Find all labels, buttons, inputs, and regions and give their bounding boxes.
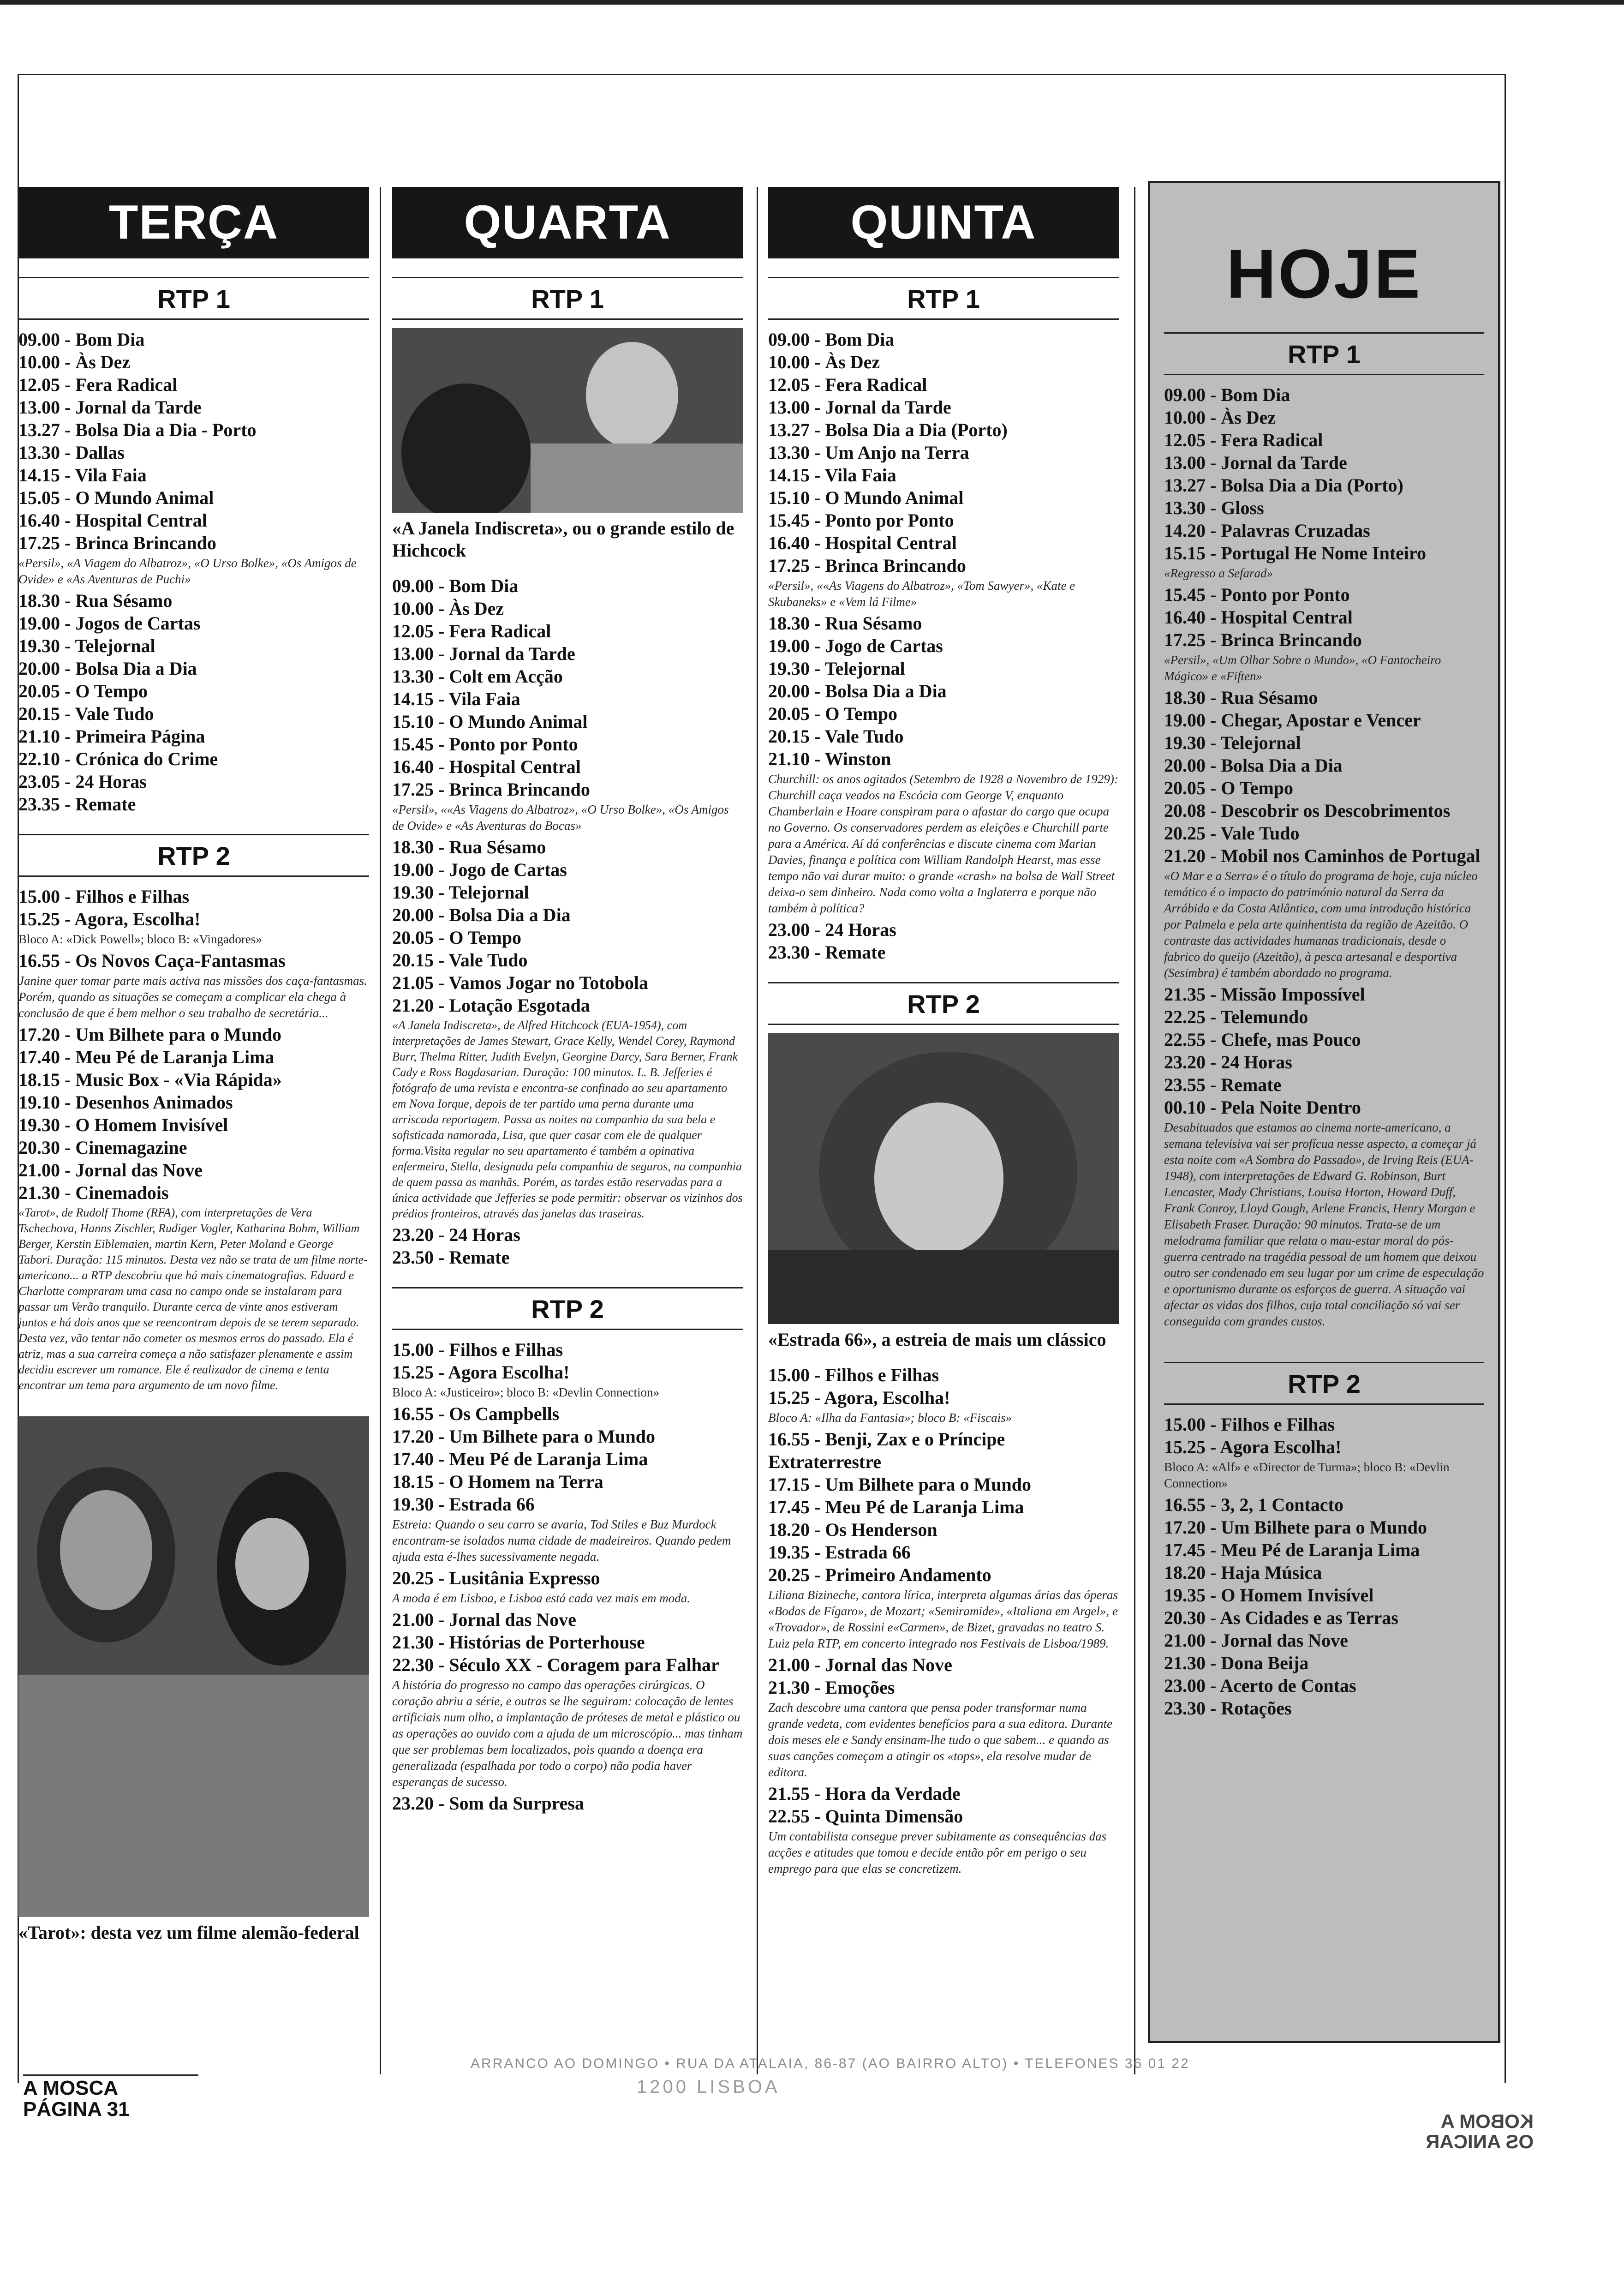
column-terca [18,187,369,1957]
program-entry: 23.00 - 24 Horas [768,919,896,940]
program-entry: 19.00 - Jogo de Cartas [392,859,567,880]
program-entry: 20.00 - Bolsa Dia a Dia [1164,755,1343,776]
program-entry: 19.35 - Estrada 66 [768,1542,911,1563]
channel-header-rtp1: RTP 1 [392,277,743,320]
program-entry: 17.40 - Meu Pé de Laranja Lima [392,1449,648,1469]
program-entry: 13.30 - Gloss [1164,497,1264,518]
program-entry: 17.15 - Um Bilhete para o Mundo [768,1474,1031,1495]
program-entry: 15.00 - Filhos e Filhas [1164,1414,1335,1435]
program-list [18,589,369,815]
program-entry: 13.00 - Jornal da Tarde [18,397,202,418]
program-entry: 18.20 - Haja Música [1164,1562,1322,1583]
program-entry: 16.40 - Hospital Central [1164,607,1353,628]
program-entry: 15.00 - Filhos e Filhas [392,1339,563,1360]
photo-caption: «Estrada 66», a estreia de mais um clássico [768,1329,1106,1350]
column-hoje [1148,181,1500,2043]
program-entry: 21.00 - Jornal das Nove [768,1654,952,1675]
imprint-line: ARRANCO AO DOMINGO • RUA DA ATALAIA, 86-87 (AO BAIRRO ALTO) • TELEFONES 36 01 22 [471,2056,1190,2071]
column-quinta [768,187,1119,1879]
program-list [392,575,743,801]
program-entry: 22.55 - Chefe, mas Pouco [1164,1029,1361,1050]
program-entry: 20.15 - Vale Tudo [18,703,154,724]
program-entry: 23.20 - 24 Horas [1164,1052,1292,1073]
program-entry: 13.30 - Colt em Acção [392,666,563,687]
program-entry: 20.30 - Cinemagazine [18,1137,187,1158]
program-entry: 19.30 - Telejornal [18,635,155,656]
program-entry: 23.30 - Rotações [1164,1698,1292,1719]
column-quarta [392,187,743,1815]
imprint-city: 1200 LISBOA [637,2077,780,2097]
program-note: A moda é em Lisboa, e Lisboa está cada vez mais em moda. [392,1591,690,1605]
program-note: «Regresso a Sefarad» [1164,566,1273,580]
program-list [768,1428,1119,1586]
program-entry: 21.05 - Vamos Jogar no Totobola [392,972,648,993]
program-entry: 10.00 - Às Dez [768,352,880,372]
program-entry: 18.30 - Rua Sésamo [1164,687,1318,708]
day-header: QUINTA [768,187,1119,258]
program-entry: 23.20 - Som da Surpresa [392,1793,584,1814]
program-note: «Persil», ««As Viagens do Albatroz», «O Urso Bolke», «Os Amigos de Ovide» e «As Aventuras do Bocas» [392,803,729,833]
program-list [392,1223,743,1269]
channel-header-rtp1: RTP 1 [1164,332,1484,375]
paper-name: A MOSCA [23,2074,198,2099]
program-entry: 21.00 - Jornal das Nove [392,1609,576,1630]
program-entry: 14.15 - Vila Faia [768,465,896,485]
program-entry: 20.15 - Vale Tudo [768,726,904,747]
program-entry: 15.00 - Filhos e Filhas [18,886,190,907]
program-entry: 14.20 - Palavras Cruzadas [1164,520,1370,541]
program-entry: 19.30 - Estrada 66 [392,1494,535,1515]
program-entry: 18.15 - O Homem na Terra [392,1471,603,1492]
program-entry: 17.25 - Brinca Brincando [18,533,216,553]
program-entry: 21.20 - Mobil nos Caminhos de Portugal [1164,845,1481,866]
program-list [1164,583,1484,651]
program-entry: 21.35 - Missão Impossível [1164,984,1365,1005]
tarot-photo [18,1416,369,1917]
program-entry: 12.05 - Fera Radical [392,621,551,641]
program-list [768,328,1119,577]
program-entry: 16.40 - Hospital Central [768,533,957,553]
program-list [768,918,1119,964]
program-entry: 15.25 - Agora Escolha! [1164,1437,1342,1457]
program-entry: 23.00 - Acerto de Contas [1164,1675,1356,1696]
program-entry: 20.05 - O Tempo [1164,778,1294,798]
program-entry: 16.40 - Hospital Central [392,756,581,777]
program-entry: 15.15 - Portugal He Nome Inteiro [1164,543,1427,563]
program-entry: 20.05 - O Tempo [18,681,148,701]
program-entry: 09.00 - Bom Dia [768,329,895,350]
program-entry: 09.00 - Bom Dia [392,575,519,596]
program-entry: 23.35 - Remate [18,794,136,815]
program-note: Bloco A: «Justiceiro»; bloco B: «Devlin Connection» [392,1385,659,1399]
program-note: Desabituados que estamos ao cinema norte-americano, a semana televisiva vai ser profícua nesse aspecto, a começar já esta noite com «A Sombra do Passado», de Irving Reis (EUA-1948), com interpretações de Edward G. Robinson, Burt Lencaster, Mady Christians, Louisa Horton, Howard Duff, Frank Conroy, Lloyd Gough, Arlene Francis, Henry Morgan e Elisabeth Fraser. Duração: 90 minutos. Trata-se de um melodrama familiar que relata o mau-estar moral do pós-guerra centrado na tragédia pessoal de um homem que deixou outro ser condenado em seu lugar por um crime de especulação e oportunismo durante os esforços de guerra. A situação vai afectar as vidas dos filhos, cuja total conciliação só vai ser conseguida com grandes custos. [1164,1121,1484,1328]
program-entry: 19.35 - O Homem Invisível [1164,1585,1374,1606]
channel-header-rtp2: RTP 2 [392,1287,743,1330]
program-entry: 15.25 - Agora, Escolha! [18,909,201,929]
program-entry: 23.55 - Remate [1164,1074,1282,1095]
janela-indiscreta-photo [392,328,743,513]
program-entry: 12.05 - Fera Radical [18,374,178,395]
program-entry: 20.25 - Vale Tudo [1164,823,1300,844]
program-entry: 19.00 - Chegar, Apostar e Vencer [1164,710,1421,731]
program-entry: 18.15 - Music Box - «Via Rápida» [18,1069,282,1090]
program-entry: 17.45 - Meu Pé de Laranja Lima [1164,1540,1420,1560]
program-entry: 13.30 - Um Anjo na Terra [768,442,969,463]
program-note: «O Mar e a Serra» é o título do programa de hoje, cuja núcleo temático é o impacto do património natural da Serra da Arrábida e da Costa Atlântica, com uma introdução histórica por Palmela e pela arte quinhentista da região de Azeitão. O contraste das actividades humanas tradicionais, desde o fabrico do queijo (Azeitão), à pesca artesanal e desportiva (Sesimbra) é também abordado no programa. [1164,869,1478,980]
program-entry: 21.10 - Primeira Página [18,726,205,747]
program-entry: 20.05 - O Tempo [768,703,898,724]
program-note: Liliana Bizineche, cantora lírica, interpreta algumas árias das óperas «Bodas de Fígaro», de Mozart; «Semiramide», «Italiana em Argel», e «Trovador», de Rossini e«Carmen», de Bizet, gravadas no teatro S. Luiz pela RTP, em concerto integrado nos Festivais de Lisboa/1989. [768,1588,1118,1650]
program-entry: 18.20 - Os Henderson [768,1519,937,1540]
program-entry: 20.25 - Primeiro Andamento [768,1564,991,1585]
program-entry: 19.30 - Telejornal [768,658,905,679]
program-entry: 23.20 - 24 Horas [392,1224,520,1245]
program-entry: 23.50 - Remate [392,1247,510,1268]
program-entry: 15.45 - Ponto por Ponto [768,510,954,531]
program-entry: 20.00 - Bolsa Dia a Dia [392,905,571,925]
program-list [768,612,1119,770]
program-entry: 23.05 - 24 Horas [18,771,147,792]
program-entry: 21.30 - Cinemadois [18,1182,169,1203]
program-entry: 15.45 - Ponto por Ponto [392,734,578,755]
program-entry: 17.25 - Brinca Brincando [392,779,590,800]
program-entry: 09.00 - Bom Dia [18,329,145,350]
program-entry: 16.55 - 3, 2, 1 Contacto [1164,1494,1343,1515]
day-header: QUARTA [392,187,743,258]
column-rule [757,187,758,2074]
program-entry: 22.55 - Quinta Dimensão [768,1806,963,1827]
program-entry: 21.00 - Jornal das Nove [1164,1630,1348,1651]
program-entry: 19.00 - Jogos de Cartas [18,613,201,634]
program-entry: 13.00 - Jornal da Tarde [768,397,951,418]
program-entry: 15.25 - Agora, Escolha! [768,1387,950,1408]
program-entry: 21.30 - Histórias de Porterhouse [392,1632,645,1653]
program-entry: 20.25 - Lusitânia Expresso [392,1568,600,1588]
program-note: Churchill: os anos agitados (Setembro de 1928 a Novembro de 1929): Churchill caça veados na Escócia com George V, enquanto Chamberlain e Hoare conspiram para o afastar do cargo que ocupa no Governo. Os conservadores perdem as eleições e Churchill parte para a América. Aí dá conferências e discute cinema com Marian Davies, finança e política com William Randolph Hearst, mas esse tempo não vai durar muito: o grande «crash» na bolsa de Wall Street deixa-o sem dinheiro. Nada como volta a Inglaterra e porque não também à política? [768,772,1118,915]
program-entry: 16.55 - Os Novos Caça-Fantasmas [18,950,286,971]
program-entry: 17.20 - Um Bilhete para o Mundo [18,1024,281,1045]
program-entry: 09.00 - Bom Dia [1164,384,1290,405]
program-list [1164,686,1484,867]
photo-caption: «Tarot»: desta vez um filme alemão-federal [18,1922,359,1943]
program-entry: 21.30 - Dona Beija [1164,1653,1309,1673]
program-list [1164,1493,1484,1720]
program-entry: 15.10 - O Mundo Animal [392,711,588,732]
program-list [392,1402,743,1516]
program-entry: 20.00 - Bolsa Dia a Dia [18,658,197,679]
program-entry: 10.00 - Às Dez [18,352,131,372]
program-entry: 16.40 - Hospital Central [18,510,207,531]
program-note: «Persil», ««As Viagens do Albatroz», «Tom Sawyer», «Kate e Skubaneks» e «Vem lá Filme» [768,579,1075,609]
program-entry: 22.25 - Telemundo [1164,1007,1308,1027]
program-note: «Persil», «Um Olhar Sobre o Mundo», «O Fantocheiro Mágico» e «Fiften» [1164,653,1441,683]
program-entry: 13.27 - Bolsa Dia a Dia (Porto) [768,419,1008,440]
program-note: «Persil», «A Viagem do Albatroz», «O Urso Bolke», «Os Amigos de Ovide» e «As Aventuras de Puchi» [18,556,357,586]
photo-caption: «A Janela Indiscreta», ou o grande estilo de Hichcock [392,518,734,561]
program-list [1164,383,1484,564]
program-entry: 12.05 - Fera Radical [1164,430,1323,450]
channel-header-rtp1: RTP 1 [768,277,1119,320]
program-entry: 17.25 - Brinca Brincando [1164,629,1362,650]
program-entry: 23.30 - Remate [768,942,886,963]
program-entry: 10.00 - Às Dez [392,598,504,619]
program-entry: 17.20 - Um Bilhete para o Mundo [392,1426,655,1447]
program-entry: 17.45 - Meu Pé de Laranja Lima [768,1497,1024,1517]
program-list [392,1608,743,1676]
program-note: Janine quer tomar parte mais activa nas missões dos caça-fantasmas. Porém, quando as situações se começam a complicar ela chega à conclusão de que é bem melhor o seu trabalho de secretária... [18,974,367,1020]
program-entry: 18.30 - Rua Sésamo [768,613,922,634]
channel-header-rtp1: RTP 1 [18,277,369,320]
column-rule [1134,187,1135,2074]
program-entry: 20.05 - O Tempo [392,927,522,948]
program-note: Estreia: Quando o seu carro se avaria, Tod Stiles e Buz Murdock encontram-se isolados numa cidade de madeireiros. Quando pedem ajuda esta é-lhes sucessivamente negada. [392,1517,731,1564]
program-entry: 18.30 - Rua Sésamo [392,837,546,857]
column-rule [380,187,381,2074]
program-entry: 15.10 - O Mundo Animal [768,487,964,508]
program-entry: 20.30 - As Cidades e as Terras [1164,1607,1398,1628]
channel-header-rtp2: RTP 2 [768,982,1119,1025]
program-list [1164,983,1484,1119]
program-entry: 19.30 - Telejornal [392,882,529,903]
day-header: TERÇA [18,187,369,258]
program-list [768,1782,1119,1828]
program-entry: 13.00 - Jornal da Tarde [1164,452,1347,473]
program-entry: 15.00 - Filhos e Filhas [768,1365,939,1385]
program-entry: 14.15 - Vila Faia [18,465,147,485]
hoje-title: HOJE [1226,235,1422,312]
program-entry: 17.25 - Brinca Brincando [768,555,966,576]
channel-header-rtp2: RTP 2 [1164,1362,1484,1405]
program-entry: 14.15 - Vila Faia [392,689,520,709]
program-entry: 17.20 - Um Bilhete para o Mundo [1164,1517,1427,1538]
program-entry: 21.55 - Hora da Verdade [768,1783,961,1804]
program-entry: 21.20 - Lotação Esgotada [392,995,590,1016]
program-entry: 20.15 - Vale Tudo [392,950,528,971]
top-border-line [0,0,1624,5]
program-list [18,328,369,554]
program-entry: 10.00 - Às Dez [1164,407,1276,428]
page-number: PÁGINA 31 [23,2098,130,2121]
program-note: A história do progresso no campo das operações cirúrgicas. O coração abriu a série, e outras se lhe seguiram: colocação de lentes artificiais num olho, a implantação de próteses de metal e plástico ou as operações ao ouvido com a ajuda de um microscópio... mas tinham que ser problemas bem localizados, pois quando a doença era generalizada (espalhada por todo o corpo) não podia haver esperanças de sucesso. [392,1678,743,1789]
program-entry: 21.30 - Emoções [768,1677,895,1698]
program-entry: 12.05 - Fera Radical [768,374,927,395]
program-entry: 20.00 - Bolsa Dia a Dia [768,681,947,701]
program-entry: 13.00 - Jornal da Tarde [392,643,575,664]
channel-header-rtp2: RTP 2 [18,834,369,877]
footer-masthead [23,2074,198,2120]
program-entry: 19.00 - Jogo de Cartas [768,635,943,656]
program-entry: 00.10 - Pela Noite Dentro [1164,1097,1361,1118]
program-entry: 15.25 - Agora Escolha! [392,1362,570,1383]
program-entry: 22.30 - Século XX - Coragem para Falhar [392,1654,719,1675]
program-entry: 18.30 - Rua Sésamo [18,590,173,611]
program-note: Bloco A: «Ilha da Fantasia»; bloco B: «Fiscais» [768,1411,1012,1425]
program-entry: 21.10 - Winston [768,749,891,769]
program-entry: 16.55 - Benji, Zax e o Príncipe Extraterrestre [768,1429,1005,1472]
program-entry: 15.45 - Ponto por Ponto [1164,584,1350,605]
program-entry: 19.30 - O Homem Invisível [18,1115,228,1135]
program-entry: 19.10 - Desenhos Animados [18,1092,233,1113]
program-entry: 13.27 - Bolsa Dia a Dia - Porto [18,419,257,440]
program-note: Um contabilista consegue prever subitamente as consequências das acções e atitudes que tomou e decide então pôr em perigo o seu emprego para que elas se concretizem. [768,1829,1107,1876]
program-entry: 22.10 - Crónica do Crime [18,749,218,769]
program-entry: 20.08 - Descobrir os Descobrimentos [1164,800,1451,821]
program-note: Bloco A: «Alf» e «Director de Turma»; bloco B: «Devlin Connection» [1164,1460,1450,1490]
program-entry: 16.55 - Os Campbells [392,1403,560,1424]
program-list [18,1023,369,1204]
program-note: «A Janela Indiscreta», de Alfred Hitchcock (EUA-1954), com interpretações de James Stewart, Grace Kelly, Wendel Corey, Raymond Burr, Thelma Ritter, Judith Evelyn, Georgine Darcy, Sara Berner, Frank Cady e Ross Bagdasarian. Duração: 100 minutos. L. B. Jefferies é fotógrafo de uma revista e encontra-se confinado ao seu apartamento em Nova Iorque, depois de ter partido uma perna durante uma arriscada reportagem. Passa as noites na companhia da sua bela e sofisticada namorada, Lisa, que quer casar com ele de qualquer forma.Visita regular no seu apartamento é também a opinativa enfermeira, Stella, designada pela companhia de seguros, na companhia de quem passa as manhãs. Porém, as tardes estão reservadas para a única actividade que Jefferies se pode permitir: observar os vizinhos dos prédios fronteiros, através das janelas das traseiras. [392,1019,743,1220]
program-note: Bloco A: «Dick Powell»; bloco B: «Vingadores» [18,932,262,946]
program-entry: 13.27 - Bolsa Dia a Dia (Porto) [1164,475,1403,496]
estrada-66-photo [768,1033,1119,1324]
program-entry: 13.30 - Dallas [18,442,125,463]
program-list [768,1654,1119,1699]
program-list [392,836,743,1017]
program-entry: 21.00 - Jornal das Nove [18,1160,203,1180]
program-entry: 17.40 - Meu Pé de Laranja Lima [18,1047,275,1067]
program-entry: 19.30 - Telejornal [1164,732,1301,753]
program-entry: 15.05 - O Mundo Animal [18,487,214,508]
program-note: Zach descobre uma cantora que pensa poder transformar numa grande vedeta, com evidentes benefícios para a sua editora. Durante dois meses ele e Sandy ensinam-lhe tudo o que sabem... e quando as suas canções começam a atingir os «tops», ela resolve mudar de editora. [768,1701,1113,1779]
program-note: «Tarot», de Rudolf Thome (RFA), com interpretações de Vera Tschechova, Hanns Zischler, Rudiger Vogler, Katharina Bohm, William Berger, Kerstin Eiblemaien, martin Kern, Peter Moland e George Tabori. Duração: 115 minutos. Desta vez não se trata de um filme norte-americano... a RTP descobriu que há mais cinematografias. Eduard e Charlotte compraram uma casa no campo onde se instalaram para passar um Verão tranquilo. Durante cerca de vinte anos estiveram juntos e há dois anos que se reencontram depois de se terem separado. Desta vez, vão tentar não cometer os mesmos erros do passado. Ela é atriz, mas a sua carreira começa a não satisfazer plenamente e assim decidiu escrever um romance. Ele é realizador de cinema e tenta encontrar um tema para argumento de um novo filme. [18,1206,368,1392]
mirrored-bleed-text: KOBOM A OS ANICAR [1426,2110,1534,2152]
